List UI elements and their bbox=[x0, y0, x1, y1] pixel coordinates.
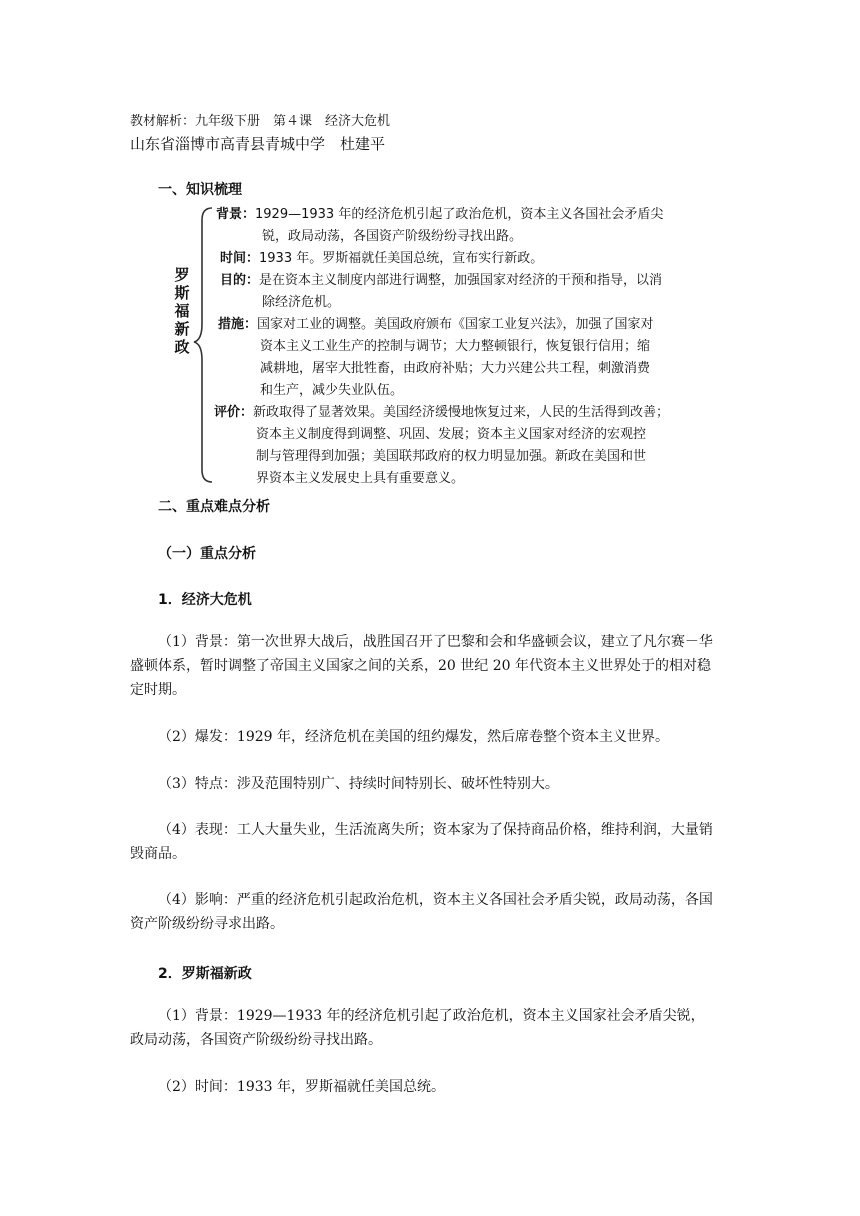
item-line: 和生产，减少失业队伍。 bbox=[260, 383, 404, 398]
item-line: 1933 年。罗斯福就任美国总统，宣布实行新政。 bbox=[259, 251, 544, 266]
item-line: 资本主义工业生产的控制与调节；大力整顿银行，恢复银行信用；缩 bbox=[260, 339, 651, 354]
item-line: 除经济危机。 bbox=[262, 295, 341, 310]
topic-heading-new-deal: 2．罗斯福新政 bbox=[158, 966, 252, 982]
item-line: 1929—1933 年的经济危机引起了政治危机，资本主义各国社会矛盾尖 bbox=[255, 207, 664, 222]
item-line: 是在资本主义制度内部进行调整，加强国家对经济的干预和指导，以消 bbox=[259, 273, 663, 288]
section-heading-1: 一、知识梳理 bbox=[158, 182, 242, 198]
item-line: 界资本主义发展史上具有重要意义。 bbox=[256, 471, 465, 486]
paragraph-new-deal-background: （1）背景：1929—1933 年的经济危机引起了政治危机，资本主义国家社会矛盾尖锐，政局动荡，各国资产阶级纷纷寻找出路。 bbox=[130, 1008, 705, 1048]
topic-heading-great-depression: 1．经济大危机 bbox=[158, 592, 252, 608]
section-heading-2: 二、重点难点分析 bbox=[158, 499, 270, 515]
diagram-item-measures bbox=[218, 314, 654, 402]
diagram-item-time bbox=[220, 248, 543, 270]
item-label: 措施： bbox=[218, 317, 258, 332]
item-line: 国家对工业的调整。美国政府颁布《国家工业复兴法》，加强了国家对 bbox=[257, 317, 654, 332]
paragraph-new-deal-time: （2）时间：1933 年，罗斯福就任美国总统。 bbox=[158, 1079, 445, 1095]
item-line: 锐，政局动荡，各国资产阶级纷纷寻找出路。 bbox=[262, 229, 523, 244]
item-label: 时间： bbox=[220, 251, 260, 266]
item-label: 目的： bbox=[220, 273, 260, 288]
paragraph-outbreak: （2）爆发：1929 年，经济危机在美国的纽约爆发，然后席卷整个资本主义世界。 bbox=[158, 729, 669, 745]
item-line: 制与管理得到加强；美国联邦政府的权力明显加强。新政在美国和世 bbox=[256, 449, 647, 464]
item-label: 评价： bbox=[214, 405, 254, 420]
knowledge-diagram bbox=[170, 204, 710, 486]
item-line: 新政取得了显著效果。美国经济缓慢地恢复过来，人民的生活得到改善； bbox=[253, 405, 670, 420]
item-line: 资本主义制度得到调整、巩固、发展；资本主义国家对经济的宏观控 bbox=[256, 427, 647, 442]
paragraph-manifestation: （4）表现：工人大量失业，生活流离失所；资本家为了保持商品价格，维持利润，大量销毁商品。 bbox=[130, 822, 713, 862]
paragraph-impact: （4）影响：严重的经济危机引起政治危机，资本主义各国社会矛盾尖锐，政局动荡，各国资产阶级纷纷寻求出路。 bbox=[130, 892, 713, 932]
subsection-heading-key-points: （一）重点分析 bbox=[158, 546, 256, 562]
item-label: 背景： bbox=[216, 207, 256, 222]
diagram-item-background bbox=[216, 204, 663, 248]
brace-icon bbox=[192, 204, 214, 486]
doc-header-course: 教材解析：九年级下册 第４课 经济大危机 bbox=[130, 114, 391, 129]
item-line: 减耕地，屠宰大批牲畜，由政府补贴；大力兴建公共工程，刺激消费 bbox=[260, 361, 651, 376]
paragraph-features: （3）特点：涉及范围特别广、持续时间特别长、破坏性特别大。 bbox=[158, 776, 559, 792]
diagram-title: 罗斯福新政 bbox=[174, 266, 190, 356]
paragraph-background: （1）背景：第一次世界大战后，战胜国召开了巴黎和会和华盛顿会议，建立了凡尔赛－华盛顿体系，暂时调整了帝国主义国家之间的关系，20 世纪 20 年代资本主义世界处于的相对稳定时期。 bbox=[130, 634, 713, 698]
doc-header-author: 山东省淄博市高青县青城中学 杜建平 bbox=[130, 135, 386, 153]
diagram-item-purpose bbox=[220, 270, 662, 314]
diagram-item-evaluation bbox=[214, 402, 669, 490]
